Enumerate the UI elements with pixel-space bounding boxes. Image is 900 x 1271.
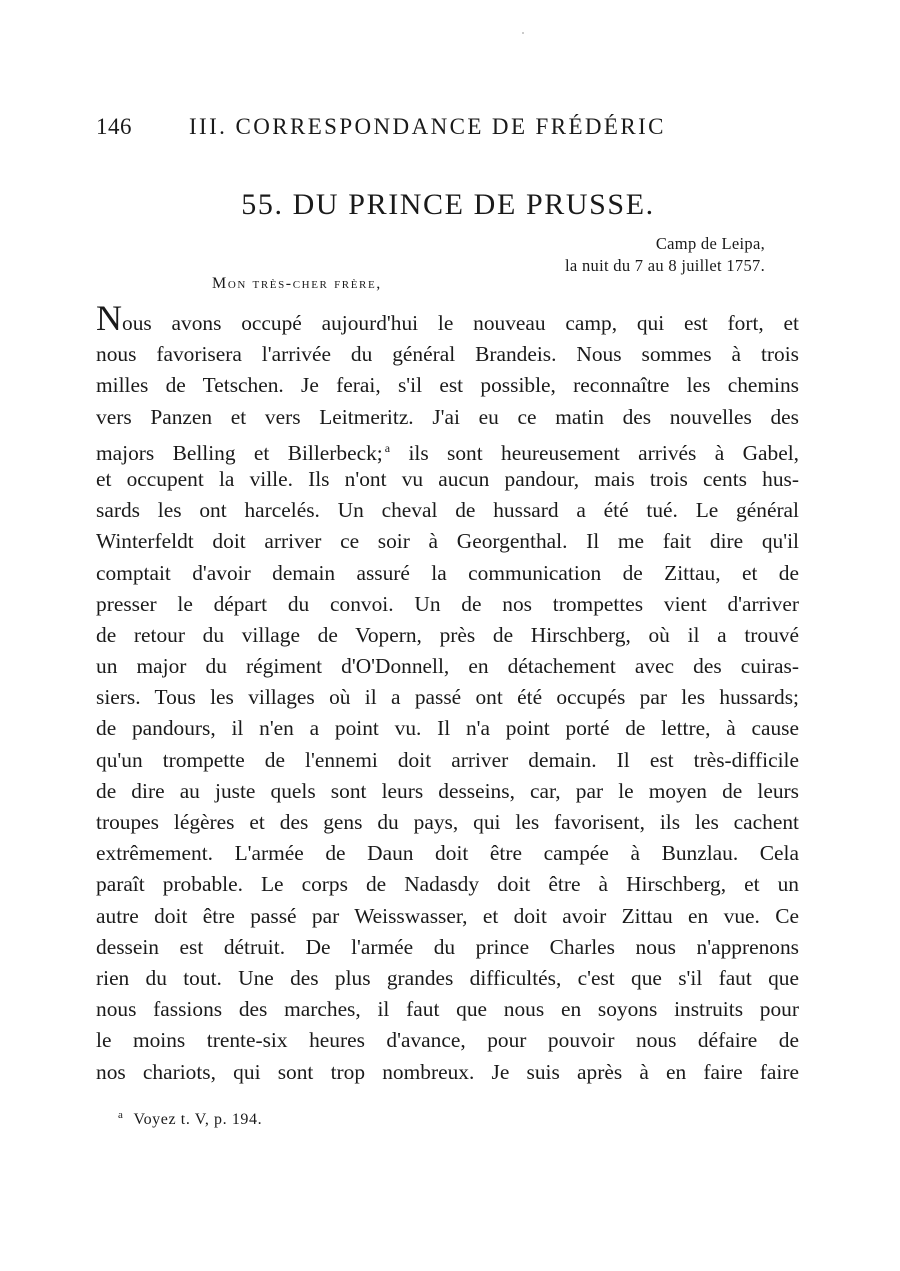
letter-title xyxy=(0,188,900,222)
body-line: Nous avons occupé aujourd'hui le nouveau camp, qui est fort, et xyxy=(96,298,799,338)
body-line: et occupent la ville. Ils n'ont vu aucun pandour, mais trois cents hus- xyxy=(96,466,799,491)
body-line: siers. Tous les villages où il a passé ont été occupés par les hussards; xyxy=(96,685,799,710)
body-line: milles de Tetschen. Je ferai, s'il est possible, reconnaître les chemins xyxy=(96,373,799,398)
footnote-mark: a xyxy=(118,1109,124,1121)
dateline-place: Camp de Leipa, xyxy=(655,234,765,253)
body-line: de pandours, il n'en a point vu. Il n'a point porté de lettre, à cause xyxy=(96,716,799,741)
dateline-date: la nuit du 7 au 8 juillet 1757. xyxy=(565,256,765,275)
letter-title-text: 55. DU PRINCE DE PRUSSE. xyxy=(241,188,655,221)
body-line: nos chariots, qui sont trop nombreux. Je suis après à en faire faire xyxy=(96,1059,799,1084)
body-line: vers Panzen et vers Leitmeritz. J'ai eu ce matin des nouvelles des xyxy=(96,404,799,429)
body-line: le moins trente-six heures d'avance, pour pouvoir nous défaire de xyxy=(96,1028,799,1053)
body-line: sards les ont harcelés. Un cheval de hussard a été tué. Le général xyxy=(96,498,799,523)
body-line: Winterfeldt doit arriver ce soir à Georgenthal. Il me fait dire qu'il xyxy=(96,529,799,554)
body-line: qu'un trompette de l'ennemi doit arriver demain. Il est très-difficile xyxy=(96,747,799,772)
body-line: extrêmement. L'armée de Daun doit être campée à Bunzlau. Cela xyxy=(96,841,799,866)
letter-body xyxy=(96,298,799,1088)
body-line: autre doit être passé par Weisswasser, et doit avoir Zittau en vue. Ce xyxy=(96,903,799,928)
body-line: un major du régiment d'O'Donnell, en détachement avec des cuiras- xyxy=(96,654,799,679)
body-line: dessein est détruit. De l'armée du prince Charles nous n'apprenons xyxy=(96,934,799,959)
body-line: rien du tout. Une des plus grandes difficultés, c'est que s'il faut que xyxy=(96,965,799,990)
body-line: comptait d'avoir demain assuré la communication de Zittau, et de xyxy=(96,560,799,585)
body-line: paraît probable. Le corps de Nadasdy doit être à Hirschberg, et un xyxy=(96,872,799,897)
running-head-title: III. CORRESPONDANCE DE FRÉDÉRIC xyxy=(189,114,666,139)
salutation: Mon très-cher frère, xyxy=(212,275,382,292)
body-line: nous fassions des marches, il faut que nous en soyons instruits pour xyxy=(96,997,799,1022)
footnote xyxy=(118,1109,262,1129)
body-line-with-footnote-ref xyxy=(96,433,799,464)
body-line: troupes légères et des gens du pays, qui les favorisent, ils les cachent xyxy=(96,810,799,834)
page-number: 146 xyxy=(96,114,132,139)
body-line-head: majors Belling et Billerbeck; xyxy=(96,440,383,465)
footnote-reference[interactable]: a xyxy=(384,440,391,455)
running-head xyxy=(96,114,716,146)
body-line: de retour du village de Vopern, près de Hirschberg, où il a trouvé xyxy=(96,622,799,647)
body-line: nous favorisera l'arrivée du général Brandeis. Nous sommes à trois xyxy=(96,342,799,367)
dateline xyxy=(565,233,765,277)
paper-speck xyxy=(522,32,524,34)
body-line: de dire au juste quels sont leurs desseins, car, par le moyen de leurs xyxy=(96,778,799,803)
body-line-tail: ils sont heureusement arrivés à Gabel, xyxy=(408,440,799,465)
footnote-text: Voyez t. V, p. 194. xyxy=(133,1111,263,1128)
body-line: presser le départ du convoi. Un de nos trompettes vient d'arriver xyxy=(96,591,799,616)
